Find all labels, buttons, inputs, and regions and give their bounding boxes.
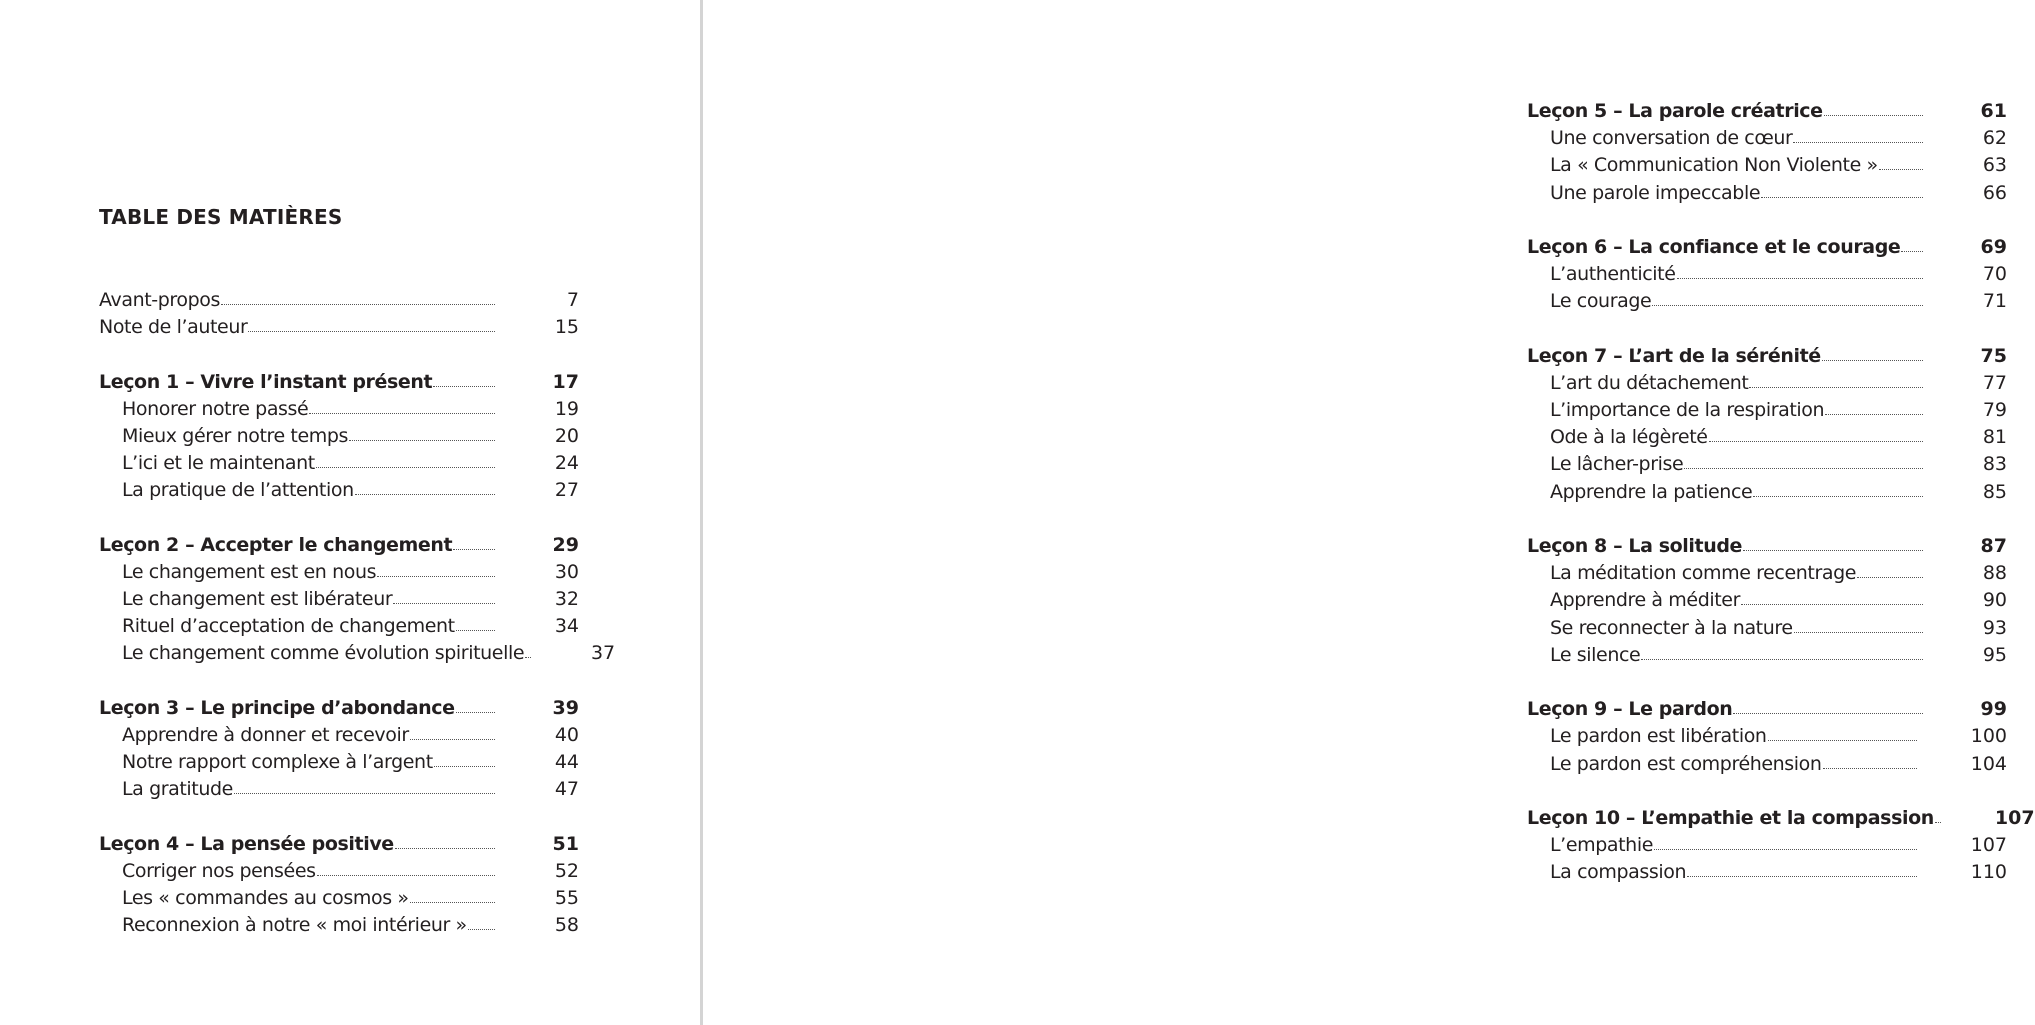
toc-page-number: 47 — [554, 778, 579, 801]
toc-entry-label: Leçon 1 – Vivre l’instant présent — [99, 370, 433, 393]
toc-page-number: 40 — [554, 724, 579, 746]
toc-lesson-section — [99, 831, 579, 940]
toc-subentry[interactable] — [1527, 587, 2007, 614]
toc-page-number: 51 — [552, 832, 579, 855]
dot-leader — [377, 576, 495, 577]
toc-entry-label: L’art du détachement — [1550, 371, 1749, 394]
dot-leader — [1822, 360, 1923, 361]
toc-left-column — [99, 287, 616, 940]
toc-page-number: 90 — [1982, 589, 2007, 612]
dot-leader — [434, 766, 495, 767]
toc-page-number: 15 — [554, 316, 579, 339]
toc-right-column — [1527, 98, 2035, 886]
toc-page-number: 39 — [552, 696, 579, 719]
toc-subentry[interactable] — [1527, 424, 2007, 451]
toc-lesson-section — [99, 369, 579, 505]
toc-page-number: 75 — [1980, 344, 2007, 367]
toc-entry-label: Se reconnecter à la nature — [1550, 616, 1793, 639]
toc-page-number: 83 — [1982, 453, 2007, 476]
toc-page-number: 58 — [554, 914, 579, 937]
toc-entry-label: Leçon 10 – L’empathie et la compassion — [1527, 806, 1934, 829]
toc-page-number: 104 — [1970, 752, 2007, 775]
dot-leader — [468, 929, 495, 930]
dot-leader — [453, 549, 495, 550]
dot-leader — [1753, 496, 1923, 497]
toc-entry-label: La pratique de l’attention — [122, 479, 354, 502]
toc-page-number: 52 — [554, 859, 579, 882]
toc-lesson-heading[interactable] — [1527, 234, 2007, 261]
toc-subentry[interactable] — [1527, 370, 2007, 397]
toc-entry-label: Leçon 2 – Accepter le changement — [99, 533, 453, 556]
toc-page-number: 81 — [1982, 426, 2007, 449]
dot-leader — [221, 304, 495, 305]
toc-entry-label: Une parole impeccable — [1550, 181, 1761, 204]
dot-leader — [1654, 849, 1917, 850]
toc-entry-label: L’authenticité — [1550, 263, 1676, 286]
toc-entry-label: Avant-propos — [99, 289, 220, 311]
toc-lesson-section — [1527, 805, 2035, 887]
toc-lesson-heading[interactable] — [1527, 696, 2007, 723]
toc-lesson-heading[interactable] — [99, 369, 579, 396]
toc-page-number: 62 — [1982, 127, 2007, 150]
toc-entry-label: Leçon 3 – Le principe d’abondance — [99, 696, 455, 719]
toc-front-entry[interactable] — [99, 314, 579, 341]
dot-leader — [349, 440, 495, 441]
toc-page-number: 107 — [1970, 834, 2007, 857]
toc-subentry[interactable] — [1527, 642, 2007, 669]
toc-page-number: 7 — [566, 289, 579, 311]
toc-entry-label: Apprendre à donner et recevoir — [122, 724, 409, 746]
toc-lesson-heading[interactable] — [1527, 343, 2007, 370]
toc-subentry[interactable] — [1527, 288, 2007, 315]
toc-page-number: 32 — [554, 588, 579, 611]
toc-entry-label: Leçon 4 – La pensée positive — [99, 832, 394, 855]
toc-lesson-section — [99, 532, 616, 668]
toc-page-number: 34 — [554, 615, 579, 638]
toc-subentry[interactable] — [99, 477, 579, 504]
toc-page-number: 37 — [590, 642, 616, 665]
toc-entry-label: Leçon 6 – La confiance et le courage — [1527, 235, 1901, 258]
toc-page-number: 99 — [1980, 698, 2007, 721]
toc-entry-label: La méditation comme recentrage — [1550, 562, 1857, 585]
toc-page-number: 55 — [554, 887, 579, 910]
toc-page-number: 77 — [1982, 371, 2007, 394]
toc-entry-label: Notre rapport complexe à l’argent — [122, 751, 433, 774]
toc-subentry[interactable] — [99, 640, 616, 667]
dot-leader — [1935, 822, 1941, 823]
toc-subentry[interactable] — [1527, 180, 2007, 207]
toc-subentry[interactable] — [99, 858, 579, 885]
toc-lesson-heading[interactable] — [1527, 533, 2007, 560]
toc-subentry[interactable] — [99, 450, 579, 477]
toc-entry-label: Leçon 9 – Le pardon — [1527, 698, 1733, 721]
right-page — [704, 0, 2035, 1025]
toc-entry-label: Apprendre la patience — [1550, 480, 1753, 503]
toc-subentry[interactable] — [1527, 451, 2007, 478]
dot-leader — [234, 793, 495, 794]
toc-page-number: 44 — [554, 751, 579, 774]
toc-entry-label: Le changement est libérateur — [122, 588, 393, 611]
toc-page-number: 24 — [554, 452, 579, 475]
dot-leader — [1687, 876, 1917, 877]
dot-leader — [1768, 740, 1917, 741]
toc-entry-label: Note de l’auteur — [99, 316, 248, 339]
toc-page-number: 69 — [1980, 235, 2007, 258]
dot-leader — [1761, 197, 1923, 198]
toc-page-number: 95 — [1982, 643, 2007, 666]
toc-entry-label: Rituel d’acceptation de changement — [122, 615, 455, 638]
dot-leader — [1857, 577, 1923, 578]
toc-entry-label: Une conversation de cœur — [1550, 127, 1793, 150]
toc-page-number: 93 — [1982, 616, 2007, 639]
toc-lesson-section — [1527, 234, 2007, 316]
toc-entry-label: Le lâcher-prise — [1550, 453, 1684, 476]
toc-subentry[interactable] — [99, 559, 579, 586]
toc-page-number: 30 — [554, 560, 579, 583]
toc-page-number: 87 — [1980, 535, 2007, 557]
toc-page-number: 61 — [1980, 100, 2007, 122]
toc-entry-label: La « Communication Non Violente » — [1550, 154, 1878, 177]
dot-leader — [525, 657, 531, 658]
dot-leader — [1823, 768, 1917, 769]
toc-page-number: 29 — [552, 533, 579, 556]
toc-entry-label: Leçon 5 – La parole créatrice — [1527, 100, 1823, 122]
dot-leader — [456, 630, 495, 631]
dot-leader — [316, 467, 495, 468]
toc-lesson-heading[interactable] — [99, 831, 579, 858]
page-gutter-divider — [700, 0, 703, 1025]
toc-subentry[interactable] — [99, 586, 579, 613]
dot-leader — [317, 875, 495, 876]
toc-page-number: 71 — [1982, 290, 2007, 313]
toc-page-number: 70 — [1982, 263, 2007, 286]
dot-leader — [395, 848, 495, 849]
toc-subentry[interactable] — [1527, 723, 2007, 750]
dot-leader — [1825, 414, 1923, 415]
dot-leader — [1684, 468, 1923, 469]
toc-page-number: 100 — [1970, 725, 2007, 748]
toc-subentry[interactable] — [1527, 615, 2007, 642]
toc-page-number: 63 — [1982, 154, 2007, 177]
toc-entry-label: Le changement comme évolution spirituelle — [122, 642, 525, 665]
dot-leader — [1743, 550, 1923, 551]
toc-entry-label: Les « commandes au cosmos » — [122, 887, 409, 910]
toc-page-number: 110 — [1970, 861, 2007, 884]
toc-subentry[interactable] — [1527, 859, 2007, 886]
page-title: TABLE DES MATIÈRES — [99, 205, 343, 229]
toc-subentry[interactable] — [99, 885, 579, 912]
dot-leader — [309, 413, 495, 414]
toc-entry-label: Le courage — [1550, 290, 1652, 313]
toc-front-matter — [99, 287, 579, 341]
toc-subentry[interactable] — [1527, 832, 2007, 859]
toc-subentry[interactable] — [99, 613, 579, 640]
toc-lesson-section — [1527, 98, 2007, 207]
dot-leader — [1741, 604, 1923, 605]
toc-subentry[interactable] — [1527, 397, 2007, 424]
toc-entry-label: L’empathie — [1550, 834, 1653, 857]
toc-page-number: 85 — [1982, 480, 2007, 503]
toc-subentry[interactable] — [1527, 560, 2007, 587]
dot-leader — [410, 902, 495, 903]
dot-leader — [1749, 387, 1923, 388]
dot-leader — [433, 386, 495, 387]
toc-page-number: 20 — [554, 424, 579, 447]
toc-entry-label: Ode à la légèreté — [1550, 426, 1708, 449]
dot-leader — [355, 494, 495, 495]
toc-lesson-section — [1527, 533, 2007, 669]
dot-leader — [1677, 278, 1923, 279]
dot-leader — [1652, 305, 1923, 306]
toc-front-entry[interactable] — [99, 287, 579, 314]
toc-entry-label: La gratitude — [122, 778, 233, 801]
dot-leader — [1733, 713, 1923, 714]
toc-lesson-heading[interactable] — [99, 532, 579, 559]
dot-leader — [1901, 251, 1923, 252]
toc-lesson-section — [1527, 696, 2007, 778]
toc-entry-label: La compassion — [1550, 861, 1687, 884]
toc-entry-label: Leçon 8 – La solitude — [1527, 535, 1743, 557]
toc-subentry[interactable] — [1527, 479, 2007, 506]
toc-entry-label: Leçon 7 – L’art de la sérénité — [1527, 344, 1821, 367]
toc-entry-label: Reconnexion à notre « moi intérieur » — [122, 914, 467, 937]
toc-lesson-section — [1527, 343, 2007, 506]
toc-page-number: 27 — [554, 479, 579, 502]
toc-entry-label: Le pardon est compréhension — [1550, 752, 1822, 775]
dot-leader — [410, 739, 495, 740]
toc-page-number: 79 — [1982, 399, 2007, 422]
toc-subentry[interactable] — [99, 776, 579, 803]
toc-entry-label: Mieux gérer notre temps — [122, 424, 349, 447]
toc-page-number: 17 — [552, 370, 579, 393]
dot-leader — [1641, 659, 1923, 660]
dot-leader — [1824, 115, 1923, 116]
toc-lesson-heading[interactable] — [1527, 98, 2007, 125]
toc-entry-label: L’importance de la respiration — [1550, 399, 1825, 422]
toc-lesson-heading[interactable] — [1527, 805, 2035, 832]
toc-subentry[interactable] — [99, 912, 579, 939]
dot-leader — [1794, 632, 1923, 633]
toc-entry-label: Honorer notre passé — [122, 397, 309, 420]
toc-page-number: 66 — [1982, 181, 2007, 204]
toc-subentry[interactable] — [1527, 261, 2007, 288]
left-page — [0, 0, 701, 1025]
toc-subentry[interactable] — [99, 722, 579, 749]
toc-subentry[interactable] — [1527, 152, 2007, 179]
dot-leader — [1709, 441, 1923, 442]
dot-leader — [248, 331, 495, 332]
toc-page-number: 107 — [1994, 806, 2035, 829]
toc-subentry[interactable] — [1527, 751, 2007, 778]
toc-lesson-section — [99, 695, 579, 804]
dot-leader — [1793, 142, 1923, 143]
toc-subentry[interactable] — [99, 749, 579, 776]
dot-leader — [393, 603, 495, 604]
toc-page-number: 19 — [554, 397, 579, 420]
toc-entry-label: Apprendre à méditer — [1550, 589, 1740, 612]
toc-entry-label: Le changement est en nous — [122, 560, 377, 583]
toc-subentry[interactable] — [99, 423, 579, 450]
toc-entry-label: L’ici et le maintenant — [122, 452, 315, 475]
toc-lesson-heading[interactable] — [99, 695, 579, 722]
toc-entry-label: Le pardon est libération — [1550, 725, 1767, 748]
dot-leader — [1879, 169, 1923, 170]
toc-entry-label: Le silence — [1550, 643, 1641, 666]
dot-leader — [456, 712, 495, 713]
toc-entry-label: Corriger nos pensées — [122, 859, 316, 882]
toc-subentry[interactable] — [1527, 125, 2007, 152]
toc-subentry[interactable] — [99, 396, 579, 423]
toc-page-number: 88 — [1982, 562, 2007, 585]
